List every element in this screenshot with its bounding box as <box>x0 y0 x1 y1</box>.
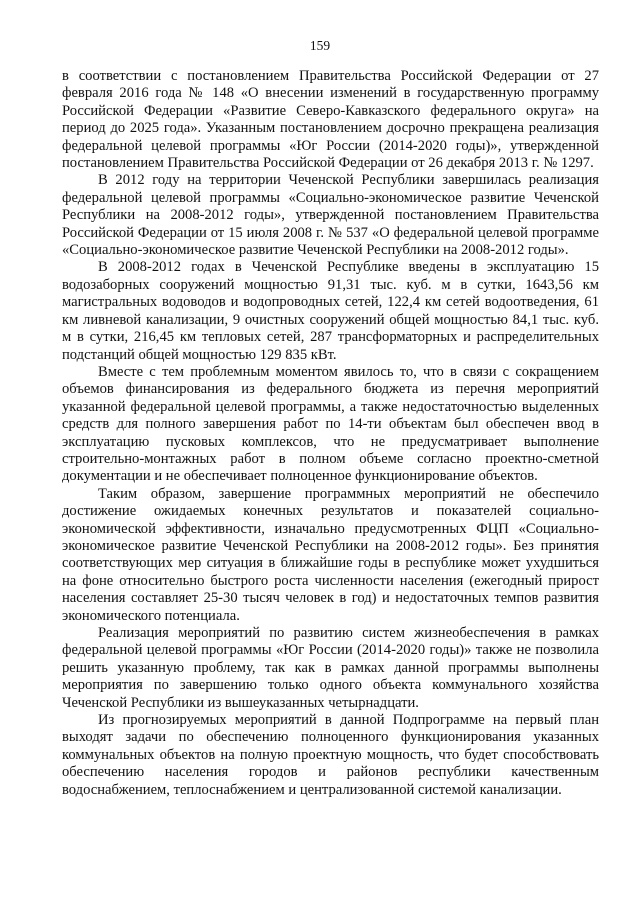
paragraph-unachieved-results: Таким образом, завершение программных мероприятий не обеспечило достижение ожидаемых конечных результатов и показателей социально-экономической эффективности, изначально предусмотренных ФЦП «Социально-экономическое развитие Чеченской Республики на 2008-2012 годы». Без принятия соответствующих мер ситуация в ближайшие годы в республике может ухудшиться на фоне относительно быстрого роста численности населения (ежегодный прирост населения составляет 25-30 тысяч человек в год) и недостаточных темпов развития экономического потенциала. <box>62 485 599 624</box>
paragraph-continuation: в соответствии с постановлением Правительства Российской Федерации от 27 февраля 2016 года № 148 «О внесении изменений в государственную программу Российской Федерации «Развитие Северо-Кавказского федерального округа» на период до 2025 года». Указанным постановлением досрочно прекращена реализация федеральной целевой программы «Юг России (2014-2020 годы)», утвержденной постановлением Правительства Российской Федерации от 26 декабря 2013 г. № 1297. <box>62 68 599 172</box>
page-number: 159 <box>309 38 331 53</box>
paragraph-funding-problem: Вместе с тем проблемным моментом явилось то, что в связи с сокращением объемов финансирования из федерального бюджета из перечня мероприятий указанной федеральной целевой программы, а также недостаточностью выделенных средств для полного завершения работ по 14-ти объектам был обеспечен ввод в эксплуатацию пусковых комплексов, что не предусматривает выполнение строительно-монтажных работ в полном объеме согласно проектно-сметной документации и не обеспечивает полноценное функционирование объектов. <box>62 363 599 485</box>
paragraph-south-russia-program: Реализация мероприятий по развитию систем жизнеобеспечения в рамках федеральной целевой программы «Юг России (2014-2020 годы)» также не позволила решить указанную проблему, так как в рамках данной программы выполнены мероприятия по завершению только одного объекта коммунального хозяйства Чеченской Республики из вышеуказанных четырнадцати. <box>62 625 599 711</box>
paragraph-commissioned-facilities: В 2008-2012 годах в Чеченской Республике введены в эксплуатацию 15 водозаборных сооружений мощностью 91,31 тыс. куб. м в сутки, 1643,56 км магистральных водоводов и водопроводных сетей, 122,4 км сетей водоотведения, 61 км ливневой канализации, 9 очистных сооружений общей мощностью 84,1 тыс. куб. м в сутки, 216,45 км тепловых сетей, 287 трансформаторных и распределительных подстанций общей мощностью 129 835 кВт. <box>62 259 599 363</box>
document-body <box>62 68 599 799</box>
paragraph-subprogram-priorities: Из прогнозируемых мероприятий в данной Подпрограмме на первый план выходят задачи по обеспечению полноценного функционирования указанных коммунальных объектов на полную проектную мощность, что будет способствовать обеспечению населения городов и районов республики качественным водоснабжением, теплоснабжением и централизованной системой канализации. <box>62 712 599 798</box>
paragraph-program-completion: В 2012 году на территории Чеченской Республики завершилась реализация федеральной целевой программы «Социально-экономическое развитие Чеченской Республики на 2008-2012 годы», утвержденной постановлением Правительства Российской Федерации от 15 июля 2008 г. № 537 «О федеральной целевой программе «Социально-экономическое развитие Чеченской Республики на 2008-2012 годы». <box>62 172 599 259</box>
